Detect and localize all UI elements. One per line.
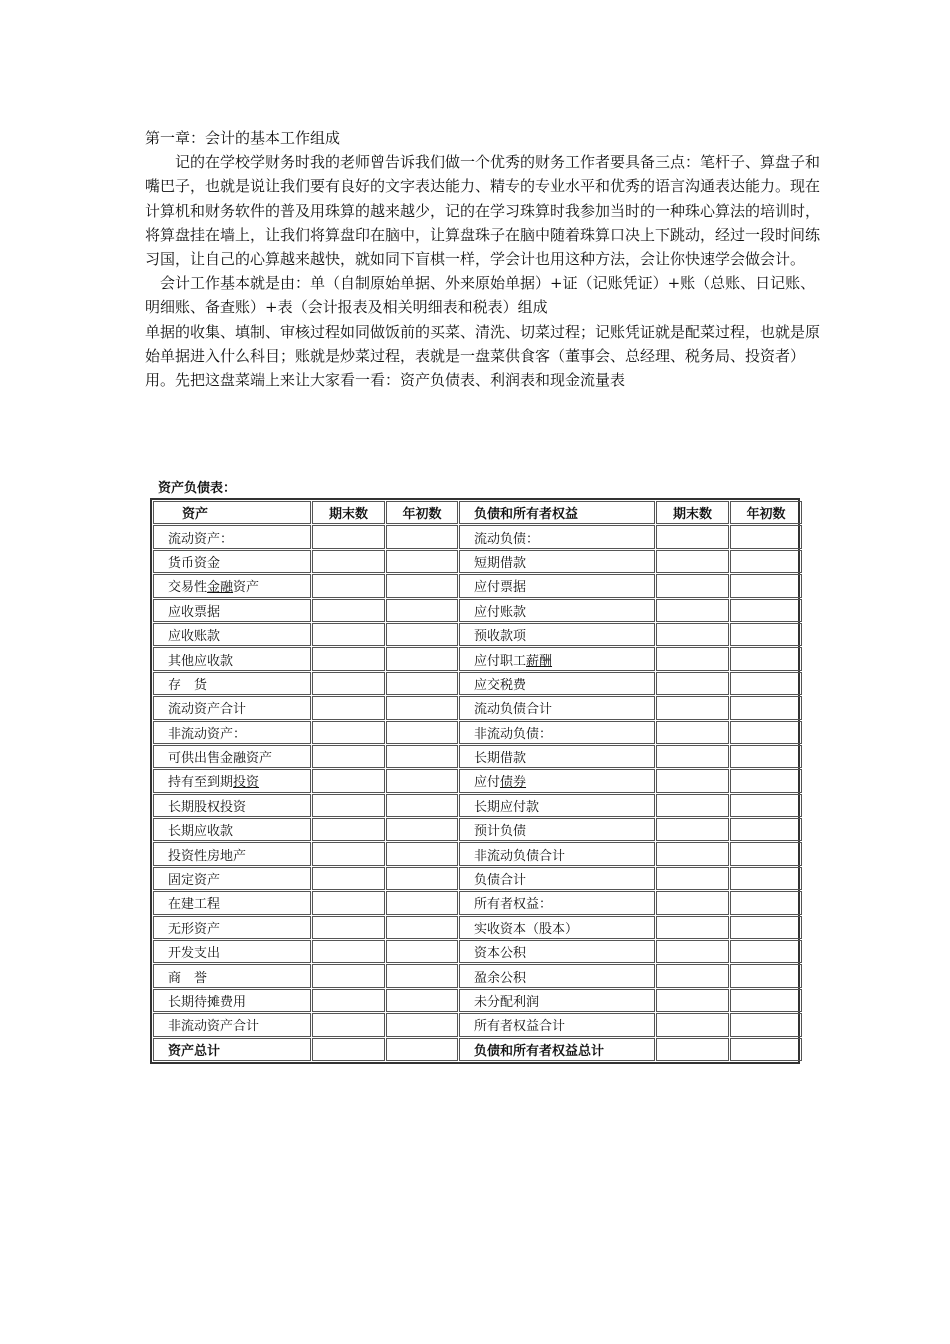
asset-ending-cell	[312, 525, 385, 548]
table-row	[153, 867, 802, 890]
chapter-title: 第一章：会计的基本工作组成	[145, 129, 341, 147]
liability-opening-cell	[730, 599, 802, 622]
asset-ending-cell	[312, 940, 385, 963]
asset-ending-cell	[312, 599, 385, 622]
table-row	[153, 964, 802, 987]
liability-item: 流动负债合计	[459, 696, 655, 719]
liability-ending-cell	[656, 574, 729, 597]
liability-item: 未分配利润	[459, 989, 655, 1012]
asset-item: 长期应收款	[153, 818, 311, 841]
table-row	[153, 891, 802, 914]
liability-ending-cell	[656, 867, 729, 890]
liability-opening-cell	[730, 867, 802, 890]
asset-ending-cell	[312, 769, 385, 792]
paragraph: 会计工作基本就是由：单（自制原始单据、外来原始单据）+证（记账凭证）+账（总账、日记账、明细账、备查账）+表（会计报表及相关明细表和税表）组成	[145, 274, 816, 317]
balance-sheet-table	[152, 500, 803, 1062]
asset-ending-cell	[312, 1013, 385, 1036]
liability-ending-cell	[656, 721, 729, 744]
header-liabilities-equity: 负债和所有者权益	[459, 501, 655, 524]
asset-item: 无形资产	[153, 916, 311, 939]
paragraph: 记的在学校学财务时我的老师曾告诉我们做一个优秀的财务工作者要具备三点：笔杆子、算盘子和嘴巴子，也就是说让我们要有良好的文字表达能力、精专的专业水平和优秀的语言沟通表达能力。现在计算机和财务软件的普及用珠算的越来越少，记的在学习珠算时我参加当时的一种珠心算法的培训时，将算盘挂在墙上，让我们将算盘印在脑中，让算盘珠子在脑中随着珠算口决上下跳动，经过一段时间练习国，让自己的心算越来越快，就如同下盲棋一样，学会计也用这种方法，会让你快速学会做会计。	[145, 153, 821, 269]
link-text[interactable]: 薪酬	[526, 653, 553, 669]
asset-item: 应收票据	[153, 599, 311, 622]
liability-opening-cell	[730, 623, 802, 646]
liability-ending-cell	[656, 769, 729, 792]
liability-opening-cell	[730, 769, 802, 792]
asset-opening-cell	[386, 599, 458, 622]
asset-ending-cell	[312, 574, 385, 597]
table-row	[153, 842, 802, 865]
liability-item: 应付职工薪酬	[459, 647, 655, 670]
asset-item: 交易性金融资产	[153, 574, 311, 597]
asset-item: 固定资产	[153, 867, 311, 890]
asset-item: 持有至到期投资	[153, 769, 311, 792]
asset-opening-cell	[386, 891, 458, 914]
table-row	[153, 794, 802, 817]
balance-sheet	[150, 498, 800, 1064]
asset-ending-cell	[312, 1038, 385, 1061]
liability-item: 实收资本（股本）	[459, 916, 655, 939]
asset-opening-cell	[386, 1038, 458, 1061]
liability-opening-cell	[730, 1038, 802, 1061]
liability-item: 负债合计	[459, 867, 655, 890]
asset-ending-cell	[312, 818, 385, 841]
liability-item: 所有者权益：	[459, 891, 655, 914]
asset-ending-cell	[312, 550, 385, 573]
link-text[interactable]: 金融	[207, 580, 234, 596]
liability-item: 应付债券	[459, 769, 655, 792]
asset-ending-cell	[312, 696, 385, 719]
table-row	[153, 769, 802, 792]
asset-opening-cell	[386, 672, 458, 695]
liability-opening-cell	[730, 891, 802, 914]
table-row	[153, 721, 802, 744]
asset-ending-cell	[312, 623, 385, 646]
table-row	[153, 916, 802, 939]
asset-ending-cell	[312, 867, 385, 890]
asset-opening-cell	[386, 525, 458, 548]
liability-ending-cell	[656, 696, 729, 719]
asset-item: 资产总计	[153, 1038, 311, 1061]
liability-item: 长期借款	[459, 745, 655, 768]
liability-opening-cell	[730, 964, 802, 987]
liability-item: 短期借款	[459, 550, 655, 573]
liability-item: 预收款项	[459, 623, 655, 646]
liability-opening-cell	[730, 818, 802, 841]
liability-opening-cell	[730, 989, 802, 1012]
asset-ending-cell	[312, 745, 385, 768]
asset-item: 流动资产合计	[153, 696, 311, 719]
liability-opening-cell	[730, 940, 802, 963]
asset-opening-cell	[386, 769, 458, 792]
liability-opening-cell	[730, 550, 802, 573]
liability-opening-cell	[730, 745, 802, 768]
asset-opening-cell	[386, 721, 458, 744]
liability-item: 应付票据	[459, 574, 655, 597]
liability-item: 所有者权益合计	[459, 1013, 655, 1036]
table-row	[153, 574, 802, 597]
liability-ending-cell	[656, 794, 729, 817]
liability-ending-cell	[656, 599, 729, 622]
liability-item: 盈余公积	[459, 964, 655, 987]
asset-ending-cell	[312, 672, 385, 695]
liability-ending-cell	[656, 525, 729, 548]
asset-item: 应收账款	[153, 623, 311, 646]
asset-ending-cell	[312, 647, 385, 670]
asset-opening-cell	[386, 745, 458, 768]
liability-opening-cell	[730, 525, 802, 548]
liability-opening-cell	[730, 916, 802, 939]
liability-item: 非流动负债：	[459, 721, 655, 744]
liability-item: 应交税费	[459, 672, 655, 695]
liability-ending-cell	[656, 964, 729, 987]
link-text[interactable]: 投资	[233, 775, 260, 791]
asset-item: 长期股权投资	[153, 794, 311, 817]
liability-ending-cell	[656, 818, 729, 841]
asset-opening-cell	[386, 818, 458, 841]
asset-item: 商 誉	[153, 964, 311, 987]
table-row	[153, 1013, 802, 1036]
asset-opening-cell	[386, 794, 458, 817]
liability-item: 负债和所有者权益总计	[459, 1038, 655, 1061]
asset-ending-cell	[312, 989, 385, 1012]
liability-opening-cell	[730, 647, 802, 670]
liability-item: 应付账款	[459, 599, 655, 622]
table-row	[153, 623, 802, 646]
asset-item: 其他应收款	[153, 647, 311, 670]
liability-ending-cell	[656, 989, 729, 1012]
liability-ending-cell	[656, 916, 729, 939]
asset-item: 非流动资产合计	[153, 1013, 311, 1036]
liability-ending-cell	[656, 623, 729, 646]
liability-ending-cell	[656, 647, 729, 670]
liability-opening-cell	[730, 574, 802, 597]
asset-item: 投资性房地产	[153, 842, 311, 865]
asset-ending-cell	[312, 916, 385, 939]
liability-opening-cell	[730, 794, 802, 817]
liability-opening-cell	[730, 696, 802, 719]
table-row	[153, 696, 802, 719]
asset-opening-cell	[386, 989, 458, 1012]
asset-opening-cell	[386, 916, 458, 939]
liability-ending-cell	[656, 1013, 729, 1036]
asset-opening-cell	[386, 647, 458, 670]
liability-ending-cell	[656, 672, 729, 695]
header-row	[153, 501, 802, 524]
liability-opening-cell	[730, 721, 802, 744]
asset-item: 非流动资产：	[153, 721, 311, 744]
asset-item: 长期待摊费用	[153, 989, 311, 1012]
paragraph: 单据的收集、填制、审核过程如同做饭前的买菜、清洗、切菜过程；记账凭证就是配菜过程，也就是原始单据进入什么科目；账就是炒菜过程，表就是一盘菜供食客（董事会、总经理、税务局、投资者）用。先把这盘菜端上来让大家看一看：资产负债表、利润表和现金流量表	[145, 322, 821, 390]
liability-opening-cell	[730, 672, 802, 695]
asset-ending-cell	[312, 842, 385, 865]
asset-opening-cell	[386, 623, 458, 646]
table-row	[153, 672, 802, 695]
liability-item: 长期应付款	[459, 794, 655, 817]
table-row	[153, 599, 802, 622]
asset-ending-cell	[312, 964, 385, 987]
liability-ending-cell	[656, 842, 729, 865]
liability-ending-cell	[656, 891, 729, 914]
liability-opening-cell	[730, 842, 802, 865]
asset-item: 货币资金	[153, 550, 311, 573]
liability-item: 资本公积	[459, 940, 655, 963]
liability-item: 流动负债：	[459, 525, 655, 548]
asset-item: 流动资产：	[153, 525, 311, 548]
asset-item: 存 货	[153, 672, 311, 695]
header-opening-balance: 年初数	[730, 501, 802, 524]
table-row	[153, 550, 802, 573]
asset-opening-cell	[386, 696, 458, 719]
liability-ending-cell	[656, 550, 729, 573]
table-row	[153, 989, 802, 1012]
asset-opening-cell	[386, 867, 458, 890]
asset-item: 在建工程	[153, 891, 311, 914]
asset-opening-cell	[386, 964, 458, 987]
liability-ending-cell	[656, 940, 729, 963]
header-ending-balance: 期末数	[312, 501, 385, 524]
liability-item: 非流动负债合计	[459, 842, 655, 865]
asset-opening-cell	[386, 1013, 458, 1036]
link-text[interactable]: 债券	[500, 775, 527, 791]
liability-opening-cell	[730, 1013, 802, 1036]
asset-item: 可供出售金融资产	[153, 745, 311, 768]
table-row	[153, 818, 802, 841]
header-opening-balance: 年初数	[386, 501, 458, 524]
liability-ending-cell	[656, 1038, 729, 1061]
balance-sheet-title: 资产负债表：	[158, 481, 237, 496]
asset-item: 开发支出	[153, 940, 311, 963]
table-row	[153, 647, 802, 670]
liability-ending-cell	[656, 745, 729, 768]
document-body	[145, 126, 825, 392]
table-row	[153, 1038, 802, 1061]
asset-ending-cell	[312, 721, 385, 744]
asset-opening-cell	[386, 842, 458, 865]
asset-opening-cell	[386, 550, 458, 573]
table-row	[153, 525, 802, 548]
table-row	[153, 940, 802, 963]
table-row	[153, 745, 802, 768]
header-ending-balance: 期末数	[656, 501, 729, 524]
asset-ending-cell	[312, 891, 385, 914]
liability-item: 预计负债	[459, 818, 655, 841]
asset-ending-cell	[312, 794, 385, 817]
asset-opening-cell	[386, 574, 458, 597]
asset-opening-cell	[386, 940, 458, 963]
header-assets: 资产	[153, 501, 311, 524]
